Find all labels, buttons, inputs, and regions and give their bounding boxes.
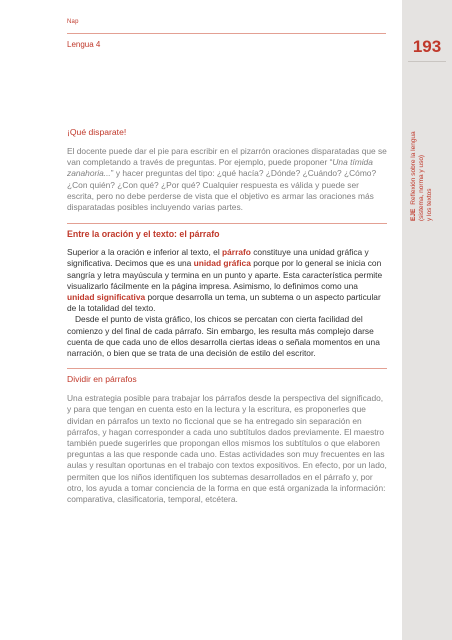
section-title: Entre la oración y el texto: el párrafo: [67, 223, 387, 239]
sidebar: [402, 0, 452, 640]
section-paragraph-1: Superior a la oración e inferior al texto, el párrafo constituye una unidad gráfica y significativa. Decimos que es una unidad gráfica porque por lo general se inicia con sangría y letra mayúscula y termina en un punto y aparte. Esta característica permite visualizarlo fácilmente en la página impresa. Asimismo, lo definimos como una unidad significativa porque desarrolla un tema, un subtema o un aspecto particular de la totalidad del texto.: [67, 247, 383, 314]
axis-line-1: Reflexión sobre la lengua: [410, 131, 417, 205]
page-number: 193: [412, 37, 442, 56]
header-rule: [67, 33, 386, 34]
box-text-que-disparate: El docente puede dar el pie para escribir en el pizarrón oraciones disparatadas que se van completando a través de preguntas. Por ejemplo, puede proponer “Una tímida zanahoria...” y hacer preguntas del tipo: ¿qué hacía? ¿Dónde? ¿Cuándo? ¿Cómo? ¿Con quién? ¿Con qué? ¿Por qué? Cualquier respuesta es válida y puede ser escrita, pero no debe perderse de vista que el objetivo es armar las oraciones más disparatadas posibles incluyendo varias partes.: [67, 146, 387, 213]
box-text-dividir: Una estrategia posible para trabajar los párrafos desde la perspectiva del significado, y para que tengan en cuenta esto en la lectura y la escritura, es proponerles que dividan en párrafos un texto no ficcional que se ha entregado sin separación en párrafos, y hagan corresponder a cada uno subtítulos dados previamente. El maestro también puede sugerirles que propongan ellos mismos los subtítulos o que elaboren preguntas a las que responde cada uno. Estas actividades son muy frecuentes en las aulas y resultan oportunas en el trabajo con textos expositivos. En efecto, por un lado, permiten que los niños identifiquen los subtemas desarrollados en el párrafo y, por otro, los ayuda a tomar conciencia de la forma en que está organizada la información: comparativa, clasificatoria, temporal, etcétera.: [67, 393, 387, 505]
eje-label: EJE: [410, 208, 417, 221]
axis-line-3: y los textos: [426, 188, 433, 221]
axis-line-2: (sistema, norma y uso): [418, 154, 425, 221]
header-title: Lengua 4: [67, 40, 101, 49]
box-dividir: [67, 368, 387, 505]
example-italic: Una tímida zanahoria...: [67, 157, 373, 179]
section-paragraph-2: Desde el punto de vista gráfico, los chicos se percatan con cierta facilidad del comienzo y del final de cada párrafo. Sin embargo, les resulta más complejo darse cuenta de que cada uno de ellos desarrolla ciertas ideas o señala momentos en una narración, o bien que se trata de una decisión de estilo del escritor.: [67, 314, 380, 359]
term-parrafo: párrafo: [222, 247, 251, 258]
box-title-que-disparate: ¡Qué disparate!: [67, 127, 127, 137]
publisher-logo: Nap: [67, 19, 79, 25]
main-content: [67, 127, 387, 505]
sidebar-axis-label: [410, 111, 434, 221]
box-title-dividir: Dividir en párrafos: [67, 374, 137, 385]
sidebar-rule: [408, 61, 446, 62]
term-unidad-grafica: unidad gráfica: [193, 258, 251, 269]
term-unidad-significativa: unidad significativa: [67, 292, 146, 303]
